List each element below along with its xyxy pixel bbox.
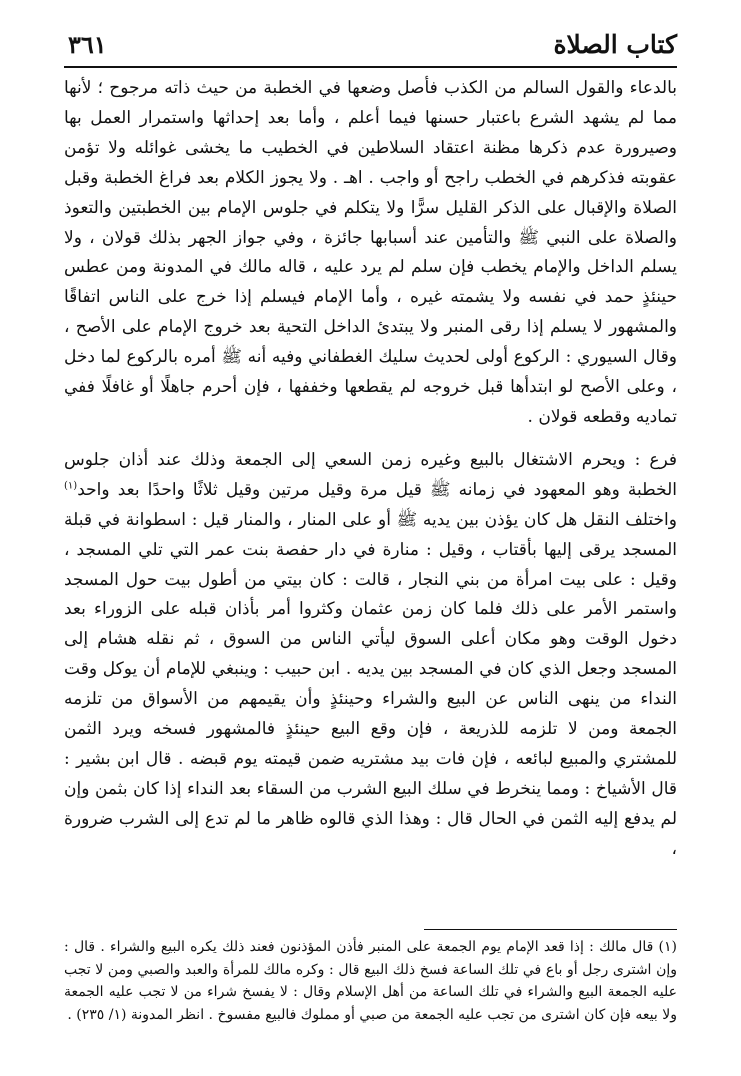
page-number: ٣٦١: [68, 30, 107, 59]
header-divider: [64, 66, 677, 68]
footnote-section: [64, 936, 677, 1026]
footnote-1: (١) قال مالك : إذا قعد الإمام يوم الجمعة على المنبر فأذن المؤذنون فعند ذلك يكره البيع والشراء . قال : وإن اشترى رجل أو باع في تلك الساعة فسخ ذلك البيع قال : وكره مالك للمرأة والعبد والصبي ومن لا تجب عليه الجمعة البيع والشراء في تلك الساعة من أهل الإسلام وقال : لا يفسخ شراء من لا تجب عليه الجمعة ولا بيعه فإن كان اشترى من تجب عليه الجمعة من صبي أو مملوك فالبيع مفسوخ . انظر المدونة (١/ ٢٣٥) .: [64, 939, 677, 1023]
footnote-divider: [424, 929, 677, 930]
paragraph-1: بالدعاء والقول السالم من الكذب فأصل وضعها في الخطبة من حيث ذاته مرجوح ؛ لأنها مما لم يشهد الشرع باعتبار حسنها فيما أعلم ، وأما بعد إحداثها واستمرار العمل بها وصيرورة عدم ذكرها مظنة اعتقاد السلاطين في الخطيب ما يخشى غوائله ولا تؤمن عقوبته فذكرهم في الخطب راجح أو واجب . اهـ . ولا يجوز الكلام بعد فراغ الخطبة وقبل الصلاة والإقبال على الذكر القليل سرًّا ولا يتكلم في جلوس الإمام بين الخطبتين والتعوذ والصلاة على النبي ﷺ والتأمين عند أسبابها جائزة ، وفي جواز الجهر بذلك قولان ، ولا يسلم الداخل والإمام يخطب فإن سلم لم يرد عليه ، قاله مالك في المدونة ومن عطس حينئذٍ حمد في نفسه ولا يشمته غيره ، وأما الإمام فيسلم إذا خرج على الناس اتفاقًا والمشهور لا يسلم إذا رقى المنبر ولا يبتدئ الداخل التحية بعد خروج الإمام على الأصح ، وقال السيوري : الركوع أولى لحديث سليك الغطفاني وفيه أنه ﷺ أمره بالركوع لما دخل ، وعلى الأصح لو ابتدأها قبل خروجه لم يقطعها وخففها ، فإن أحرم جاهلًا أو غافلًا ففي تماديه وقطعه قولان .: [64, 78, 677, 427]
chapter-title: كتاب الصلاة: [553, 30, 677, 59]
main-text: [64, 74, 677, 865]
paragraph-2-continuation: واختلف النقل هل كان يؤذن بين يديه ﷺ أو على المنار ، والمنار قيل : اسطوانة في قبلة المسجد يرقى إليها بأقتاب ، وقيل : منارة في دار حفصة بنت عمر التي تلي المسجد ، وقيل : على بيت امرأة من بني النجار ، قالت : كان بيتي من أطول بيت حول المسجد واستمر الأمر على ذلك فلما كان زمن عثمان وكثروا أمر بأذان قبله على الزوراء بعد دخول الوقت وهو مكان أعلى السوق ليأتي الناس من السوق ، ثم نقله هشام إلى المسجد وجعل الذي كان في المسجد بين يديه . ابن حبيب : وينبغي للإمام أن يوكل وقت النداء من ينهى الناس عن البيع والشراء وحينئذٍ وأن يقيمهم من الأسواق من تلزمه الجمعة ومن لا تلزمه للذريعة ، فإن وقع البيع حينئذٍ فالمشهور فسخه ويرد الثمن للمشتري والمبيع لبائعه ، فإن فات بيد مشتريه ضمن قيمته يوم قبضه . قال ابن بشير : قال الأشياخ : ومما ينخرط في سلك البيع الشرب من السقاء بعد النداء إذا كان بثمن وإن لم يدفع إليه الثمن في الحال قال : وهذا الذي قالوه ظاهر ما لم تدع إلى الشرب ضرورة ،: [64, 509, 677, 859]
footnote-marker: (١): [64, 480, 78, 492]
paragraph-2-text: فرع : ويحرم الاشتغال بالبيع وغيره زمن السعي إلى الجمعة وذلك عند أذان جلوس الخطبة وهو المعهود في زمانه ﷺ قيل مرة وقيل مرتين وقيل ثلاثًا واحدًا بعد واحد: [64, 449, 677, 500]
page-header: [64, 28, 677, 66]
paragraph-2: [64, 446, 677, 865]
